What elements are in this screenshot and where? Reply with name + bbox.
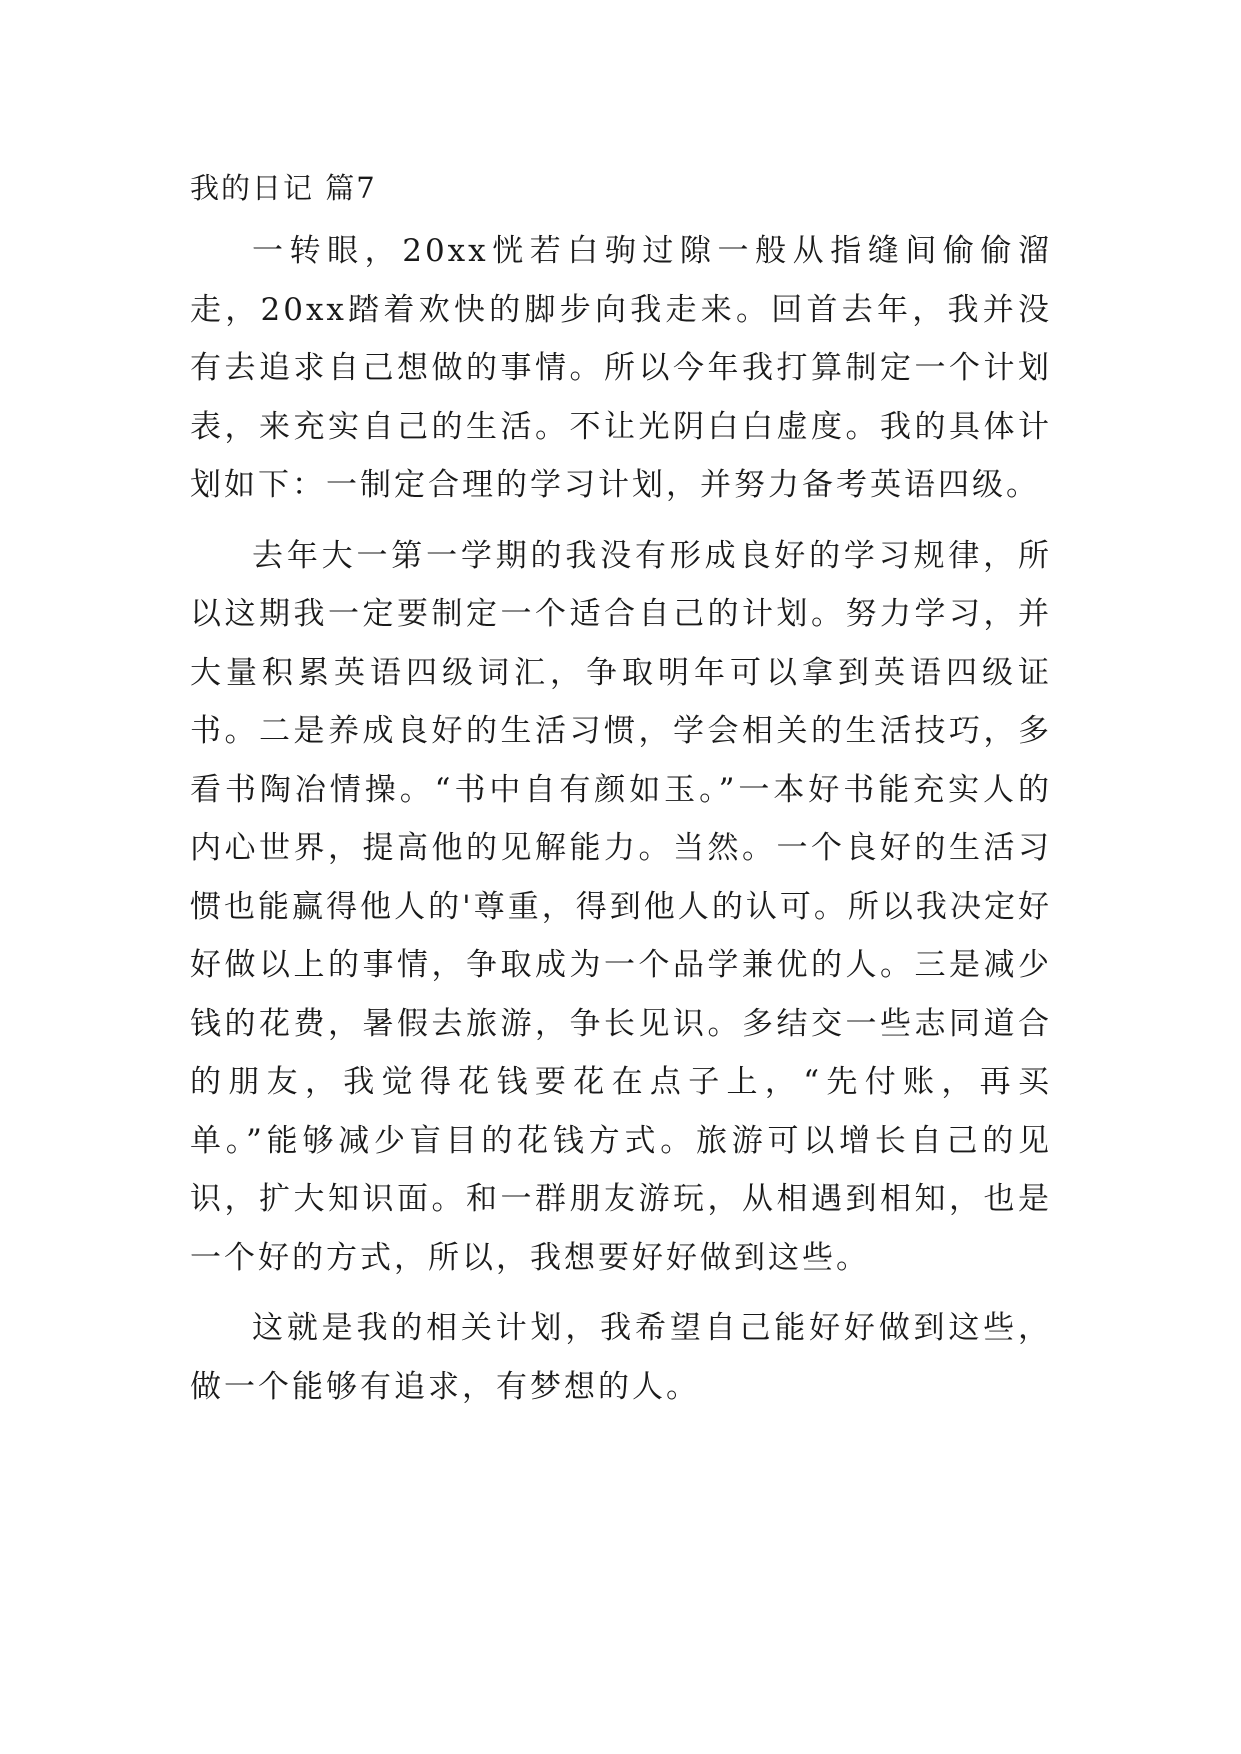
paragraph-2: 去年大一第一学期的我没有形成良好的学习规律，所以这期我一定要制定一个适合自己的计划。努力学习，并大量积累英语四级词汇，争取明年可以拿到英语四级证书。二是养成良好的生活习惯，学会相关的生活技巧，多看书陶冶情操。“书中自有颜如玉。”一本好书能充实人的内心世界，提高他的见解能力。当然。一个良好的生活习惯也能赢得他人的'尊重，得到他人的认可。所以我决定好好做以上的事情，争取成为一个品学兼优的人。三是减少钱的花费，暑假去旅游，争长见识。多结交一些志同道合的朋友，我觉得花钱要花在点子上，“先付账，再买单。”能够减少盲目的花钱方式。旅游可以增长自己的见识，扩大知识面。和一群朋友游玩，从相遇到相知，也是一个好的方式，所以，我想要好好做到这些。 bbox=[190, 537, 1052, 1276]
page-title: 我的日记 篇7 bbox=[190, 171, 377, 205]
document-body bbox=[190, 166, 1052, 1428]
paragraph-3: 这就是我的相关计划，我希望自己能好好做到这些，做一个能够有追求，有梦想的人。 bbox=[190, 1310, 1052, 1405]
paragraph-1: 一转眼，20xx恍若白驹过隙一般从指缝间偷偷溜走，20xx踏着欢快的脚步向我走来。回首去年，我并没有去追求自己想做的事情。所以今年我打算制定一个计划表，来充实自己的生活。不让光阴白白虚度。我的具体计划如下：一制定合理的学习计划，并努力备考英语四级。 bbox=[190, 233, 1052, 503]
